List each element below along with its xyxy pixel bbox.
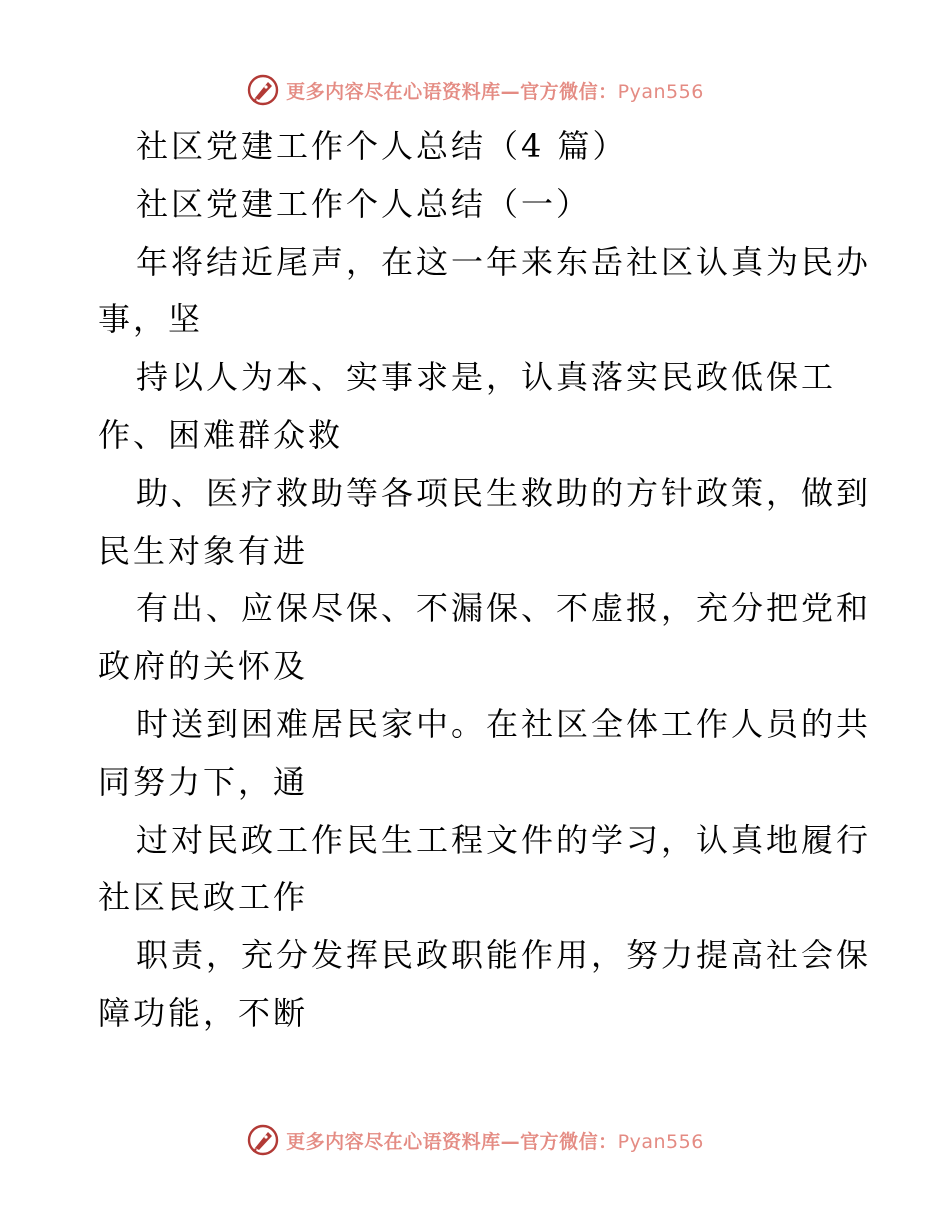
- text-line: 职责，充分发挥民政职能作用，努力提高社会保: [136, 936, 872, 975]
- footer-watermark: [0, 1120, 950, 1160]
- text-line: 有出、应保尽保、不漏保、不虚报，充分把党和: [136, 589, 872, 628]
- text-line: 政府的关怀及: [98, 647, 309, 686]
- watermark-handle: Pyan556: [617, 1130, 704, 1153]
- header-watermark: [0, 70, 950, 110]
- watermark-text: 更多内容尽在心语资料库—官方微信：Pyan556: [286, 80, 704, 103]
- text-line: 社区党建工作个人总结（一）: [136, 184, 592, 223]
- watermark-text: 更多内容尽在心语资料库—官方微信：Pyan556: [286, 1130, 704, 1153]
- text-line: 时送到困难居民家中。在社区全体工作人员的共: [136, 704, 872, 743]
- text-line: 障功能，不断: [98, 993, 309, 1032]
- text-line: 事，坚: [98, 300, 204, 339]
- document-body: [98, 118, 872, 1043]
- pen-nib-logo-icon: [246, 1123, 280, 1157]
- pen-nib-logo-icon: [246, 73, 280, 107]
- text-line: 过对民政工作民生工程文件的学习，认真地履行: [136, 820, 872, 859]
- watermark-handle: Pyan556: [617, 80, 704, 103]
- text-line: 社区党建工作个人总结（4 篇）: [136, 127, 628, 165]
- text-line: 助、医疗救助等各项民生救助的方针政策，做到: [136, 473, 872, 512]
- text-line: 持以人为本、实事求是，认真落实民政低保工: [136, 358, 837, 397]
- text-line: 同努力下，通: [98, 762, 309, 801]
- text-line: 年将结近尾声，在这一年来东岳社区认真为民办: [136, 242, 872, 281]
- text-line: 社区民政工作: [98, 878, 309, 917]
- text-line: 作、困难群众救: [98, 415, 344, 454]
- text-line: 民生对象有进: [98, 531, 309, 570]
